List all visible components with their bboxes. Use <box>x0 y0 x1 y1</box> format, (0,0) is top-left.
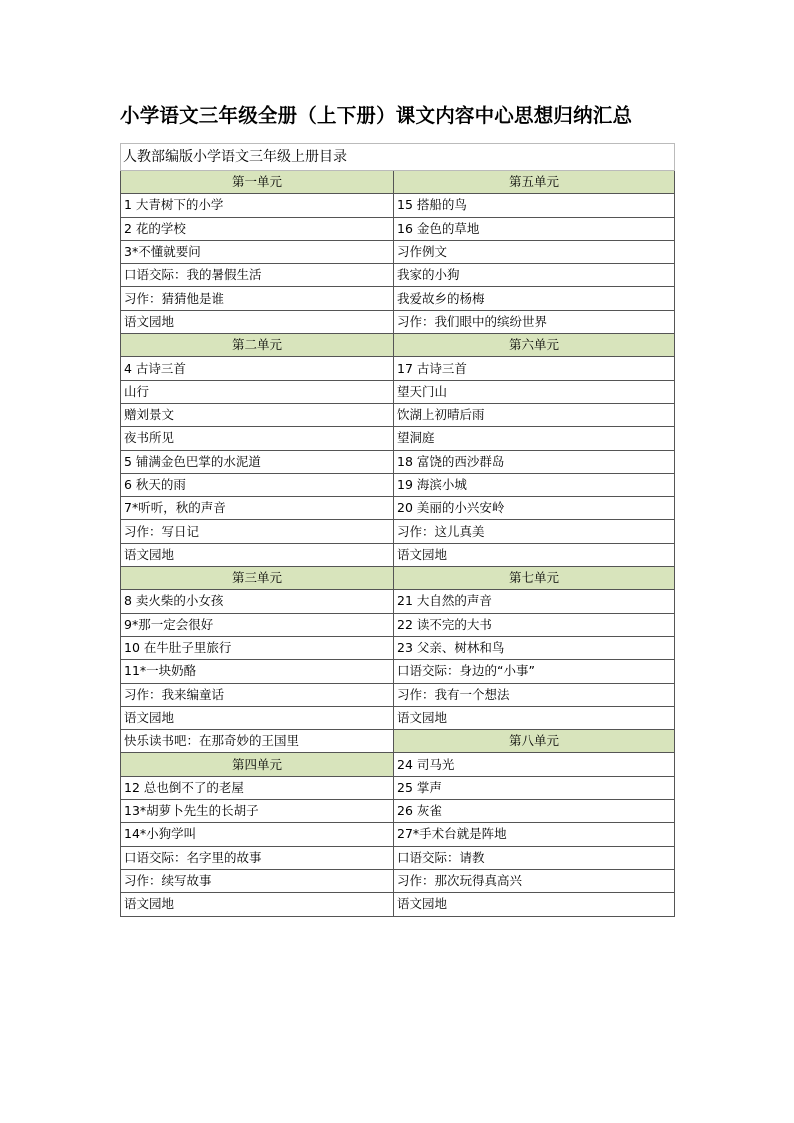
table-row <box>121 800 675 823</box>
lesson-cell: 22 读不完的大书 <box>394 613 675 636</box>
lesson-cell: 4 古诗三首 <box>121 357 394 380</box>
lesson-cell: 20 美丽的小兴安岭 <box>394 497 675 520</box>
unit-header-cell: 第七单元 <box>394 567 675 590</box>
table-of-contents <box>120 143 675 917</box>
lesson-cell: 语文园地 <box>121 310 394 333</box>
lesson-cell: 6 秋天的雨 <box>121 473 394 496</box>
table-row <box>121 264 675 287</box>
table-row <box>121 613 675 636</box>
table-row <box>121 869 675 892</box>
lesson-cell: 13*胡萝卜先生的长胡子 <box>121 800 394 823</box>
lesson-cell: 口语交际：请教 <box>394 846 675 869</box>
lesson-cell: 口语交际：身边的“小事” <box>394 660 675 683</box>
unit-header-cell: 第四单元 <box>121 753 394 776</box>
lesson-cell: 24 司马光 <box>394 753 675 776</box>
unit-header-cell: 第一单元 <box>121 171 394 194</box>
lesson-cell: 12 总也倒不了的老屋 <box>121 776 394 799</box>
table-row <box>121 171 675 194</box>
document-title: 小学语文三年级全册（上下册）课文内容中心思想归纳汇总 <box>120 104 633 127</box>
unit-header-cell: 第五单元 <box>394 171 675 194</box>
table-row <box>121 240 675 263</box>
lesson-cell: 赠刘景文 <box>121 403 394 426</box>
table-caption-row <box>121 144 675 171</box>
unit-header-cell: 第八单元 <box>394 730 675 753</box>
lesson-cell: 语文园地 <box>394 893 675 916</box>
lesson-cell: 27*手术台就是阵地 <box>394 823 675 846</box>
lesson-cell: 11*一块奶酪 <box>121 660 394 683</box>
table-row <box>121 683 675 706</box>
table-row <box>121 497 675 520</box>
lesson-cell: 18 富饶的西沙群岛 <box>394 450 675 473</box>
table-row <box>121 473 675 496</box>
lesson-cell: 我家的小狗 <box>394 264 675 287</box>
table-row <box>121 893 675 916</box>
lesson-cell: 14*小狗学叫 <box>121 823 394 846</box>
table-row <box>121 730 675 753</box>
lesson-cell: 望天门山 <box>394 380 675 403</box>
lesson-cell: 9*那一定会很好 <box>121 613 394 636</box>
table-row <box>121 357 675 380</box>
lesson-cell: 口语交际：名字里的故事 <box>121 846 394 869</box>
table-row <box>121 194 675 217</box>
table-row <box>121 217 675 240</box>
lesson-cell: 15 搭船的鸟 <box>394 194 675 217</box>
lesson-cell: 语文园地 <box>121 706 394 729</box>
lesson-cell: 山行 <box>121 380 394 403</box>
lesson-cell: 习作：我来编童话 <box>121 683 394 706</box>
lesson-cell: 21 大自然的声音 <box>394 590 675 613</box>
lesson-cell: 饮湖上初晴后雨 <box>394 403 675 426</box>
lesson-cell: 2 花的学校 <box>121 217 394 240</box>
table-row <box>121 520 675 543</box>
lesson-cell: 16 金色的草地 <box>394 217 675 240</box>
lesson-cell: 5 铺满金色巴掌的水泥道 <box>121 450 394 473</box>
unit-header-cell: 第三单元 <box>121 567 394 590</box>
table-row <box>121 380 675 403</box>
lesson-cell: 习作：这儿真美 <box>394 520 675 543</box>
table-row <box>121 636 675 659</box>
lesson-cell: 8 卖火柴的小女孩 <box>121 590 394 613</box>
table-row <box>121 403 675 426</box>
lesson-cell: 3*不懂就要问 <box>121 240 394 263</box>
lesson-cell: 我爱故乡的杨梅 <box>394 287 675 310</box>
table-row <box>121 427 675 450</box>
table-row <box>121 590 675 613</box>
lesson-cell: 19 海滨小城 <box>394 473 675 496</box>
table-row <box>121 287 675 310</box>
lesson-cell: 语文园地 <box>121 893 394 916</box>
table-row <box>121 823 675 846</box>
lesson-cell: 习作：我们眼中的缤纷世界 <box>394 310 675 333</box>
lesson-cell: 语文园地 <box>121 543 394 566</box>
table-row <box>121 846 675 869</box>
table-row <box>121 450 675 473</box>
lesson-cell: 望洞庭 <box>394 427 675 450</box>
table-row <box>121 567 675 590</box>
lesson-cell: 快乐读书吧：在那奇妙的王国里 <box>121 730 394 753</box>
table-row <box>121 753 675 776</box>
lesson-cell: 23 父亲、树林和鸟 <box>394 636 675 659</box>
lesson-cell: 习作例文 <box>394 240 675 263</box>
lesson-cell: 1 大青树下的小学 <box>121 194 394 217</box>
lesson-cell: 语文园地 <box>394 543 675 566</box>
table-row <box>121 543 675 566</box>
table-caption: 人教部编版小学语文三年级上册目录 <box>121 144 675 171</box>
lesson-cell: 夜书所见 <box>121 427 394 450</box>
lesson-cell: 25 掌声 <box>394 776 675 799</box>
lesson-cell: 口语交际：我的暑假生活 <box>121 264 394 287</box>
table-row <box>121 776 675 799</box>
table-row <box>121 706 675 729</box>
table-row <box>121 660 675 683</box>
table-row <box>121 310 675 333</box>
lesson-cell: 习作：那次玩得真高兴 <box>394 869 675 892</box>
table-row <box>121 334 675 357</box>
unit-header-cell: 第二单元 <box>121 334 394 357</box>
lesson-cell: 语文园地 <box>394 706 675 729</box>
toc-body <box>121 144 675 917</box>
lesson-cell: 10 在牛肚子里旅行 <box>121 636 394 659</box>
lesson-cell: 7*听听，秋的声音 <box>121 497 394 520</box>
lesson-cell: 习作：续写故事 <box>121 869 394 892</box>
lesson-cell: 17 古诗三首 <box>394 357 675 380</box>
lesson-cell: 习作：我有一个想法 <box>394 683 675 706</box>
lesson-cell: 26 灰雀 <box>394 800 675 823</box>
lesson-cell: 习作：猜猜他是谁 <box>121 287 394 310</box>
unit-header-cell: 第六单元 <box>394 334 675 357</box>
lesson-cell: 习作：写日记 <box>121 520 394 543</box>
